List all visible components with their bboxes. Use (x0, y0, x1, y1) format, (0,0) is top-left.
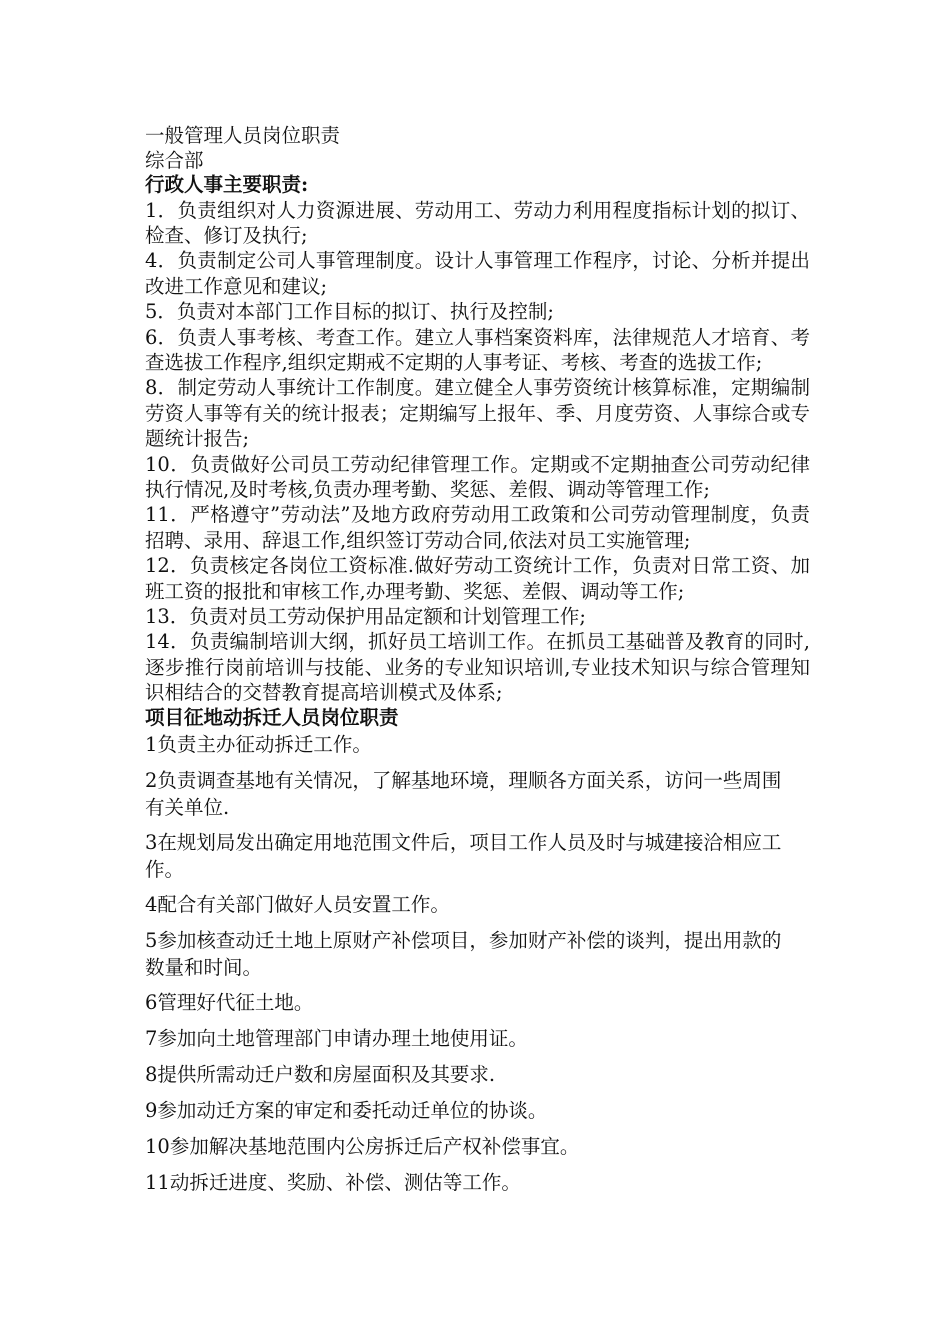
duty-item: 5参加核查动迁土地上原财产补偿项目，参加财产补偿的谈判，提出用款的数量和时间。 (145, 929, 782, 980)
duty-item: 9参加动迁方案的审定和委托动迁单位的协谈。 (145, 1099, 548, 1123)
duty-item: 6管理好代征土地。 (145, 991, 314, 1015)
department-label: 综合部 (145, 148, 204, 172)
duty-item: 3在规划局发出确定用地范围文件后，项目工作人员及时与城建接洽相应工作。 (145, 831, 782, 882)
duty-item: 11．严格遵守”劳动法”及地方政府劳动用工政策和公司劳动管理制度，负责招聘、录用、辞退工作,组织签订劳动合同,依法对员工实施管理; (145, 503, 810, 552)
land-relocation-duties-list (145, 731, 810, 1196)
admin-hr-duties-list (145, 198, 810, 706)
duty-item: 10参加解决基地范围内公房拆迁后产权补偿事宜。 (145, 1135, 580, 1159)
duty-item: 1负责主办征动拆迁工作。 (145, 733, 372, 757)
duty-item: 8．制定劳动人事统计工作制度。建立健全人事劳资统计核算标准，定期编制劳资人事等有关的统计报表；定期编写上报年、季、月度劳资、人事综合或专题统计报告; (145, 376, 810, 451)
document-title: 一般管理人员岗位职责 (145, 124, 341, 147)
duty-item: 7参加向土地管理部门申请办理土地使用证。 (145, 1027, 528, 1051)
duty-item: 4配合有关部门做好人员安置工作。 (145, 893, 450, 917)
duty-item: 10．负责做好公司员工劳动纪律管理工作。定期或不定期抽查公司劳动纪律执行情况,及时考核,负责办理考勤、奖惩、差假、调动等管理工作; (145, 452, 810, 501)
section-heading-land-relocation: 项目征地动拆迁人员岗位职责 (145, 705, 399, 729)
duty-item: 1．负责组织对人力资源进展、劳动用工、劳动力利用程度指标计划的拟订、检查、修订及执行; (145, 198, 810, 247)
duty-item: 4．负责制定公司人事管理制度。设计人事管理工作程序，讨论、分析并提出改进工作意见和建议; (145, 249, 810, 298)
duty-item: 14．负责编制培训大纲，抓好员工培训工作。在抓员工基础普及教育的同时,逐步推行岗前培训与技能、业务的专业知识培训,专业技术知识与综合管理知识相结合的交替教育提高培训模式及体系; (145, 630, 810, 705)
duty-item: 6．负责人事考核、考查工作。建立人事档案资料库，法律规范人才培育、考查选拔工作程序,组织定期戒不定期的人事考证、考核、考查的选拔工作; (145, 325, 810, 374)
duty-item: 5．负责对本部门工作目标的拟订、执行及控制; (145, 300, 554, 324)
duty-item: 8提供所需动迁户数和房屋面积及其要求. (145, 1063, 496, 1087)
duty-item: 11动拆迁进度、奖励、补偿、测估等工作。 (145, 1171, 521, 1195)
section-heading-admin-hr: 行政人事主要职责: (145, 173, 309, 196)
duty-item: 13．负责对员工劳动保护用品定额和计划管理工作; (145, 605, 586, 628)
duty-item: 12．负责核定各岗位工资标准.做好劳动工资统计工作，负责对日常工资、加班工资的报批和审核工作,办理考勤、奖惩、差假、调动等工作; (145, 554, 810, 603)
document-page (145, 124, 810, 1205)
duty-item: 2负责调查基地有关情况，了解基地环境，理顺各方面关系，访问一些周围有关单位. (145, 769, 782, 820)
